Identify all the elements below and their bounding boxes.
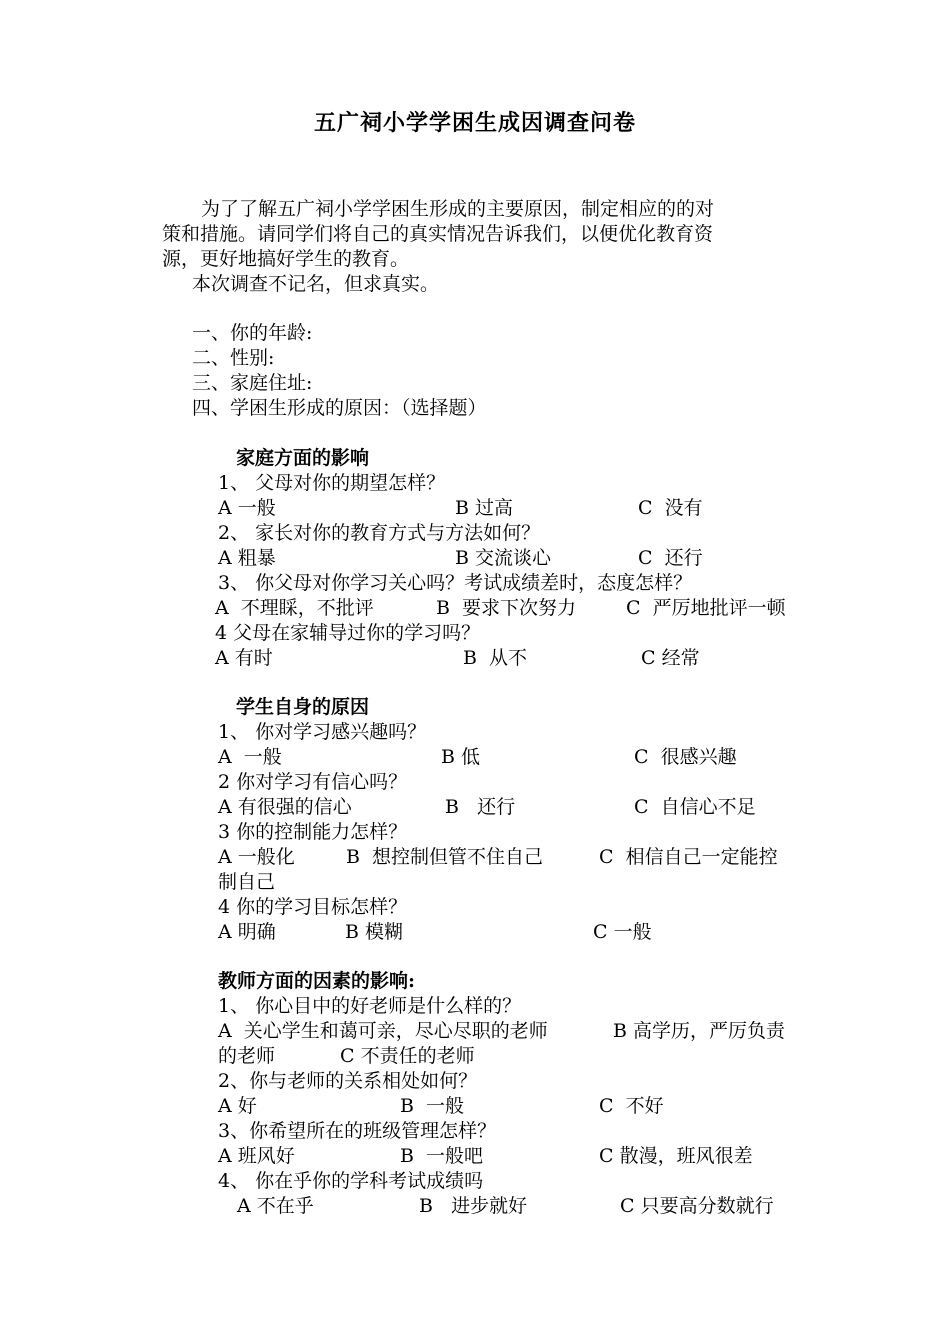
section-heading-teacher: 教师方面的因素的影响: — [218, 970, 416, 992]
family-q2-option-b: B 交流谈心 — [455, 547, 552, 569]
self-q4-option-a: A 明确 — [218, 921, 276, 943]
family-q2-option-c: C 还行 — [638, 547, 703, 569]
self-q1-option-a: A 一般 — [218, 746, 282, 768]
teacher-q2-option-a: A 好 — [218, 1095, 257, 1117]
teacher-q1-option-c: C 不责任的老师 — [340, 1045, 475, 1067]
teacher-q4-option-c: C 只要高分数就行 — [620, 1195, 774, 1217]
self-q2-option-b: B 还行 — [445, 796, 516, 818]
self-q3: 3 你的控制能力怎样？ — [218, 821, 408, 843]
family-q4-option-b: B 从不 — [463, 647, 528, 669]
family-q4-option-c: C 经常 — [641, 647, 700, 669]
family-q1-option-c: C 没有 — [638, 497, 703, 519]
family-q3: 3、 你父母对你学习关心吗？考试成绩差时，态度怎样？ — [218, 572, 693, 594]
family-q4: 4 父母在家辅导过你的学习吗？ — [215, 622, 481, 644]
teacher-q2-option-b: B 一般 — [400, 1095, 465, 1117]
teacher-q3: 3、你希望所在的班级管理怎样？ — [218, 1120, 497, 1142]
teacher-q1-option-b: B 高学历，严厉负责 — [613, 1020, 786, 1042]
self-q1-option-b: B 低 — [441, 746, 481, 768]
basic-address: 三、家庭住址: — [192, 372, 313, 394]
self-q2: 2 你对学习有信心吗？ — [218, 771, 408, 793]
family-q1-option-a: A 一般 — [218, 497, 276, 519]
self-q4: 4 你的学习目标怎样？ — [218, 896, 408, 918]
family-q4-option-a: A 有时 — [215, 647, 273, 669]
intro-line-1: 为了了解五广祠小学学困生形成的主要原因，制定相应的的对 — [201, 198, 715, 220]
self-q4-option-c: C 一般 — [593, 921, 652, 943]
self-q4-option-b: B 模糊 — [345, 921, 404, 943]
self-q1-option-c: C 很感兴趣 — [634, 746, 737, 768]
family-q3-option-a: A 不理睬，不批评 — [215, 597, 374, 619]
basic-gender: 二、性别: — [192, 347, 275, 369]
self-q3-option-a: A 一般化 — [218, 846, 295, 868]
self-q2-option-a: A 有很强的信心 — [218, 796, 352, 818]
document-title: 五广祠小学学困生成因调查问卷 — [313, 110, 636, 136]
section-heading-self: 学生自身的原因 — [236, 696, 370, 718]
self-q3-option-c: C 相信自己一定能控 — [599, 846, 778, 868]
intro-line-4: 本次调查不记名，但求真实。 — [192, 273, 440, 295]
self-q2-option-c: C 自信心不足 — [634, 796, 756, 818]
self-q1: 1、 你对学习感兴趣吗？ — [218, 721, 427, 743]
section-heading-family: 家庭方面的影响 — [236, 447, 370, 469]
teacher-q2-option-c: C 不好 — [599, 1095, 664, 1117]
teacher-q1-option-b-continued: 的老师 — [218, 1045, 276, 1067]
family-q3-option-c: C 严厉地批评一顿 — [626, 597, 786, 619]
teacher-q1: 1、 你心目中的好老师是什么样的？ — [218, 995, 522, 1017]
teacher-q4: 4、 你在乎你的学科考试成绩吗 — [218, 1170, 484, 1192]
family-q3-option-b: B 要求下次努力 — [436, 597, 577, 619]
teacher-q3-option-a: A 班风好 — [218, 1145, 295, 1167]
family-q2: 2、 家长对你的教育方式与方法如何？ — [218, 522, 541, 544]
teacher-q3-option-b: B 一般吧 — [400, 1145, 484, 1167]
family-q1: 1、 父母对你的期望怎样？ — [218, 472, 446, 494]
teacher-q1-option-a: A 关心学生和蔼可亲，尽心尽职的老师 — [218, 1020, 548, 1042]
teacher-q3-option-c: C 散漫，班风很差 — [599, 1145, 753, 1167]
family-q1-option-b: B 过高 — [455, 497, 514, 519]
intro-line-3: 源，更好地搞好学生的教育。 — [162, 248, 410, 270]
intro-line-2: 策和措施。请同学们将自己的真实情况告诉我们，以便优化教育资 — [162, 223, 714, 245]
teacher-q4-option-b: B 进步就好 — [419, 1195, 528, 1217]
teacher-q4-option-a: A 不在乎 — [237, 1195, 314, 1217]
family-q2-option-a: A 粗暴 — [218, 547, 276, 569]
basic-reasons: 四、学困生形成的原因：（选择题） — [192, 397, 487, 419]
self-q3-option-c-continued: 制自己 — [218, 871, 276, 893]
teacher-q2: 2、你与老师的关系相处如何？ — [218, 1070, 478, 1092]
self-q3-option-b: B 想控制但管不住自己 — [346, 846, 544, 868]
basic-age: 一、你的年龄: — [192, 322, 313, 344]
